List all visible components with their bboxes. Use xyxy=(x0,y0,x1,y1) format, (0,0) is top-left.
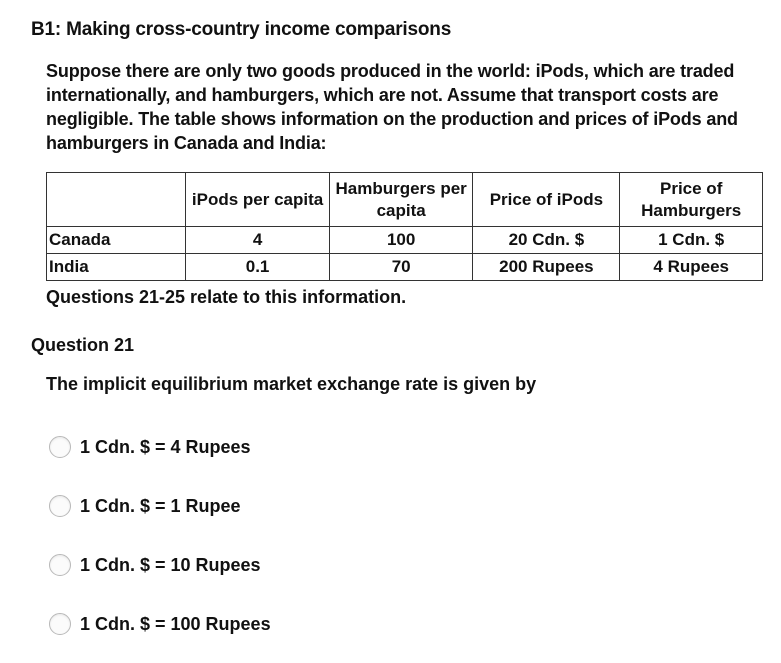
table-cell: 4 Rupees xyxy=(620,254,763,281)
table-row xyxy=(47,227,763,254)
answer-option[interactable] xyxy=(49,436,251,458)
table-cell: 100 xyxy=(329,227,473,254)
radio-button[interactable] xyxy=(49,554,71,576)
table-row-label: India xyxy=(47,254,186,281)
info-table xyxy=(46,172,763,281)
table-cell: 4 xyxy=(186,227,330,254)
answer-option-label: 1 Cdn. $ = 1 Rupee xyxy=(80,495,241,516)
question-text: The implicit equilibrium market exchange rate is given by xyxy=(46,374,537,394)
table-row xyxy=(47,254,763,281)
intro-paragraph: Suppose there are only two goods produced in the world: iPods, which are traded internationally, and hamburgers, which are not. Assume that transport costs are negligible. The table shows information on the production and prices of iPods and hamburgers in Canada and India: xyxy=(46,61,738,153)
table-header-cell: iPods per capita xyxy=(186,173,330,227)
radio-button[interactable] xyxy=(49,436,71,458)
table-header-cell: Hamburgers per capita xyxy=(329,173,473,227)
table-cell: 0.1 xyxy=(186,254,330,281)
answer-option-label: 1 Cdn. $ = 10 Rupees xyxy=(80,554,261,575)
table-header-cell: Price of iPods xyxy=(473,173,620,227)
question-title: Question 21 xyxy=(31,335,135,355)
table-cell: 20 Cdn. $ xyxy=(473,227,620,254)
table-cell: 1 Cdn. $ xyxy=(620,227,763,254)
section-title: B1: Making cross-country income comparisons xyxy=(31,19,452,40)
table-header-cell xyxy=(47,173,186,227)
answer-option-label: 1 Cdn. $ = 4 Rupees xyxy=(80,436,251,457)
table-header-row xyxy=(47,173,763,227)
table-row-label: Canada xyxy=(47,227,186,254)
table-header-cell: Price of Hamburgers xyxy=(620,173,763,227)
answer-option[interactable] xyxy=(49,495,241,517)
answer-option-label: 1 Cdn. $ = 100 Rupees xyxy=(80,613,271,634)
answer-option[interactable] xyxy=(49,554,261,576)
radio-button[interactable] xyxy=(49,613,71,635)
answer-option[interactable] xyxy=(49,613,271,635)
questions-note: Questions 21-25 relate to this information. xyxy=(46,287,407,307)
table-cell: 200 Rupees xyxy=(473,254,620,281)
radio-button[interactable] xyxy=(49,495,71,517)
table-cell: 70 xyxy=(329,254,473,281)
